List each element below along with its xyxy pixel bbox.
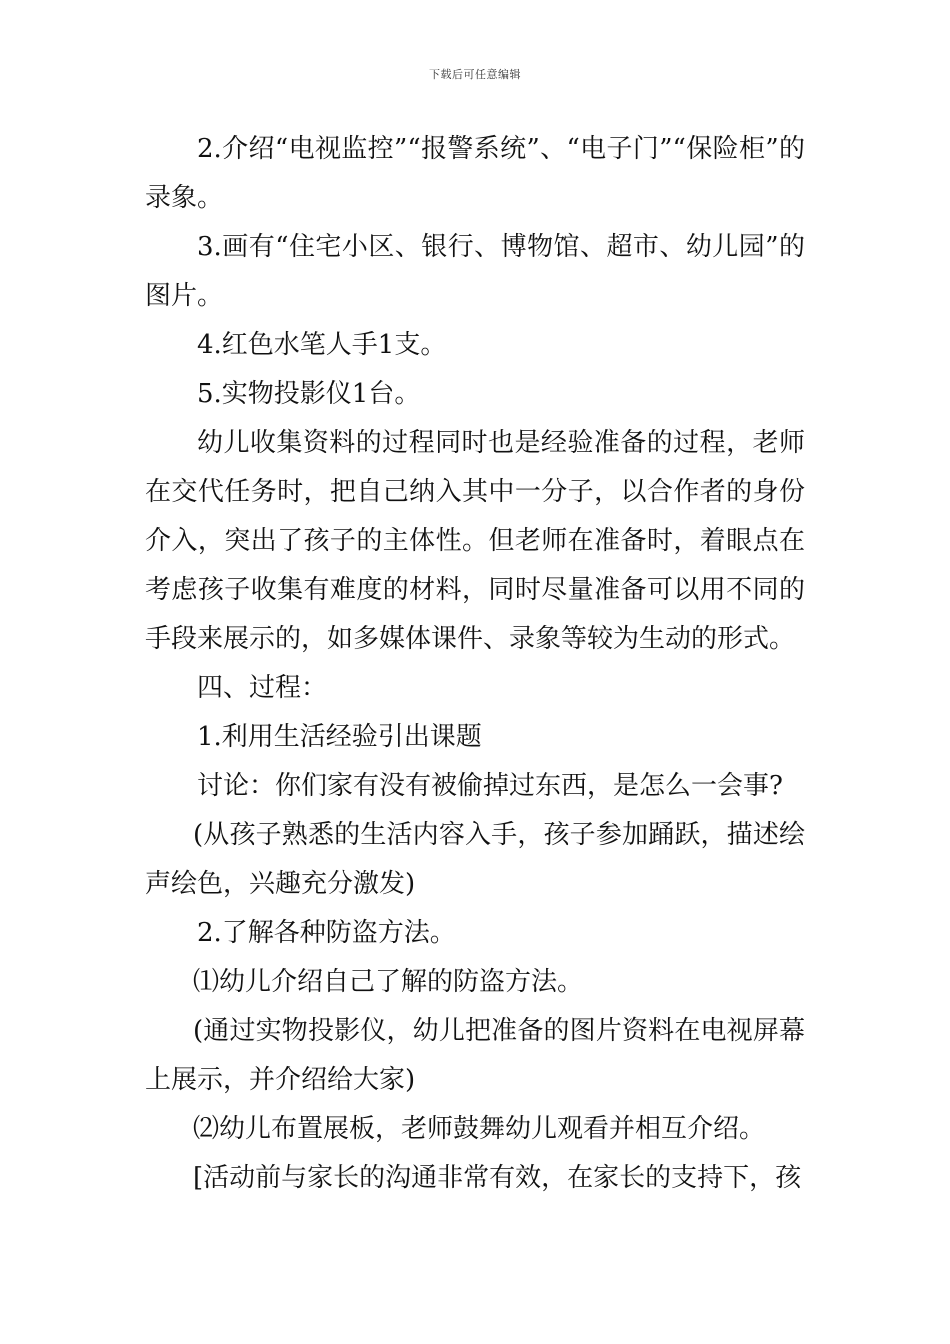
discussion-note: (从孩子熟悉的生活内容入手，孩子参加踊跃，描述绘声绘色，兴趣充分激发) bbox=[145, 820, 805, 899]
material-item-5: 5.实物投影仪1台。 bbox=[197, 379, 421, 409]
section-heading-process: 四、过程： bbox=[197, 673, 328, 703]
substep-1-note: (通过实物投影仪，幼儿把准备的图片资料在电视屏幕上展示，并介绍给大家) bbox=[145, 1016, 805, 1095]
material-item-4: 4.红色水笔人手1支。 bbox=[197, 330, 447, 360]
page-header: 下载后可任意编辑 bbox=[429, 68, 521, 81]
process-step-2: 2.了解各种防盗方法。 bbox=[197, 918, 456, 948]
preparation-commentary: 幼儿收集资料的过程同时也是经验准备的过程，老师在交代任务时，把自己纳入其中一分子，以合作者的身份介入，突出了孩子的主体性。但老师在准备时，着眼点在考虑孩子收集有难度的材料，同时尽量准备可以用不同的手段来展示的，如多媒体课件、录象等较为生动的形式。 bbox=[145, 428, 805, 654]
document-body bbox=[145, 125, 805, 1203]
process-step-1: 1.利用生活经验引出课题 bbox=[197, 722, 482, 752]
substep-1: ⑴幼儿介绍自己了解的防盗方法。 bbox=[193, 967, 584, 997]
substep-2: ⑵幼儿布置展板，老师鼓舞幼儿观看并相互介绍。 bbox=[193, 1114, 766, 1144]
discussion-prompt: 讨论：你们家有没有被偷掉过东西，是怎么一会事? bbox=[197, 771, 783, 801]
activity-note: [活动前与家长的沟通非常有效，在家长的支持下，孩 bbox=[193, 1163, 802, 1193]
material-item-3: 3.画有“住宅小区、银行、博物馆、超市、幼儿园”的图片。 bbox=[145, 232, 805, 311]
material-item-2: 2.介绍“电视监控”“报警系统”、“电子门”“保险柜”的录象。 bbox=[145, 134, 805, 213]
